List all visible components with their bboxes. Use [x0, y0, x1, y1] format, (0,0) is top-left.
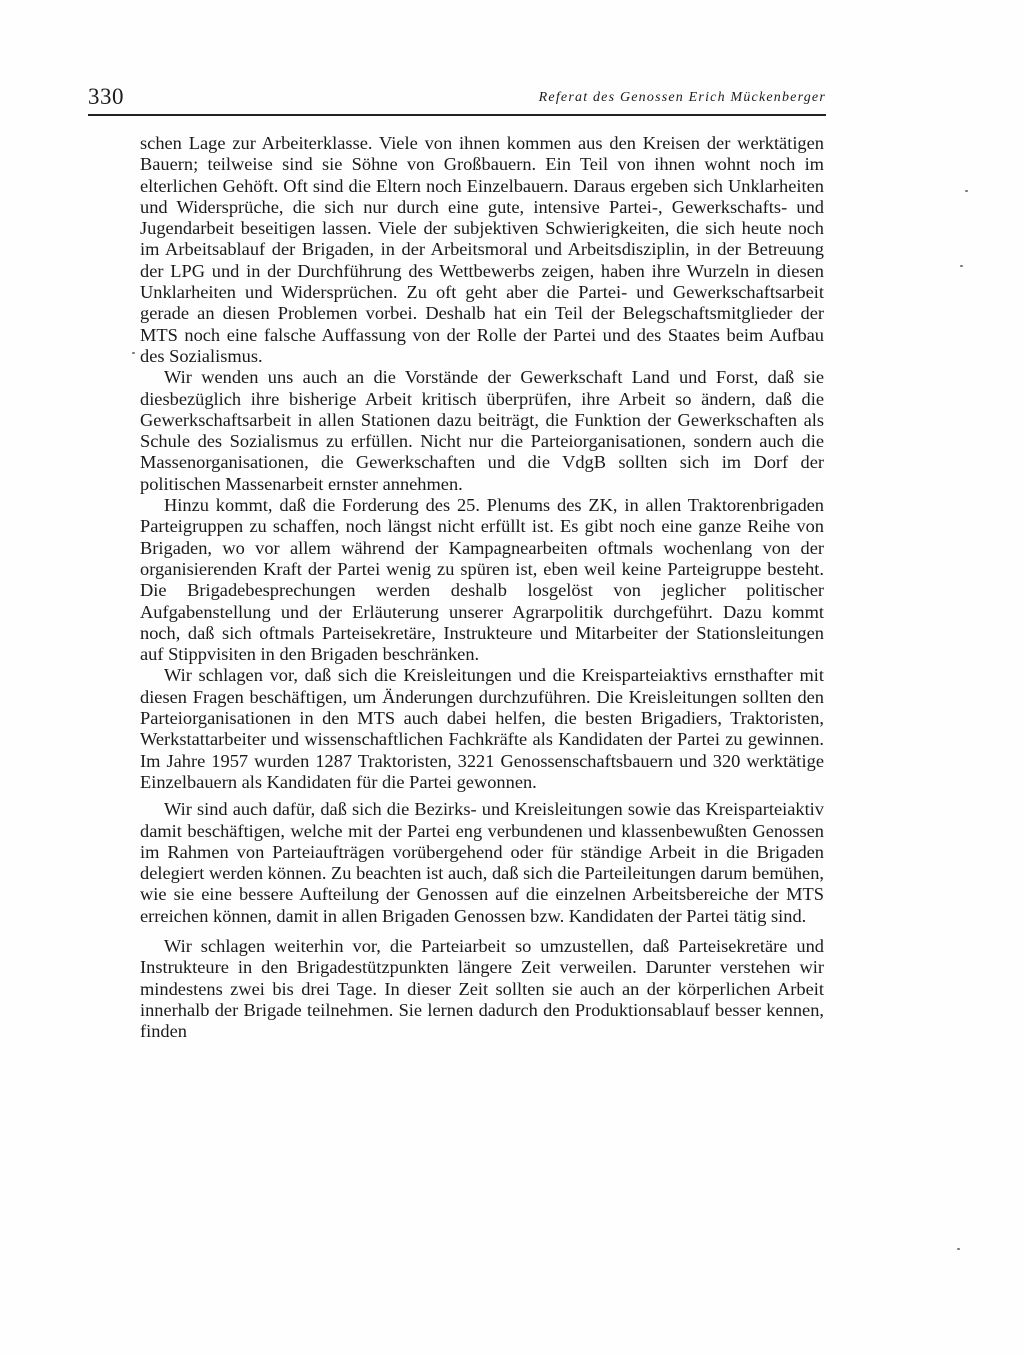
paragraph-5: Wir sind auch dafür, daß sich die Bezirks- und Kreisleitungen sowie das Kreisparteiaktiv damit beschäftigen, welche mit der Partei eng verbundenen und klassenbewußten Genossen im Rahmen von Parteiaufträgen vorübergehend oder für ständige Arbeit in die Brigaden delegiert werden können. Zu beachten ist auch, daß sich die Parteileitungen darum bemühen, wie sie eine bessere Aufteilung der Genossen auf die einzelnen Arbeitsbereiche der MTS erreichen können, damit in allen Brigaden Genossen bzw. Kandidaten der Partei tätig sind. — [140, 799, 824, 926]
scan-speck — [965, 190, 968, 192]
paragraph-1: schen Lage zur Arbeiterklasse. Viele von ihnen kommen aus den Kreisen der werktätigen Bauern; teilweise sind sie Söhne von Großbauern. Ein Teil von ihnen wohnt noch im elterlichen Gehöft. Oft sind die Eltern noch Einzelbauern. Daraus ergeben sich Unklarheiten und Widersprüche, die sich nur durch eine gute, intensive Partei-, Gewerkschafts- und Jugendarbeit beseitigen lassen. Viele der subjektiven Schwierigkeiten, die sich heute noch im Arbeitsablauf der Brigaden, in der Arbeitsmoral und Arbeitsdisziplin, in der Betreuung der LPG und in der Durchführung des Wettbewerbs zeigen, haben ihre Wurzeln in diesen Unklarheiten und Widersprüchen. Zu oft geht aber die Partei- und Gewerkschaftsarbeit gerade an diesen Problemen vorbei. Deshalb hat ein Teil der Belegschaftsmitglieder der MTS noch eine falsche Auffassung von der Rolle der Partei und des Staates beim Aufbau des Sozialismus. — [140, 133, 824, 366]
paragraph-2: Wir wenden uns auch an die Vorstände der Gewerkschaft Land und Forst, daß sie diesbezüglich ihre bisherige Arbeit kritisch überprüfen, ihre Arbeit so ändern, daß die Gewerkschaftsarbeit in allen Stationen dazu beiträgt, die Funktion der Gewerkschaften als Schule des Sozialismus zu erfüllen. Nicht nur die Parteiorganisationen, sondern auch die Massenorganisationen, die Gewerkschaften und die VdgB sollten sich im Dorf der politischen Massenarbeit ernster annehmen. — [140, 367, 824, 494]
scan-speck — [957, 1248, 960, 1250]
page-number: 330 — [88, 84, 124, 109]
paragraph-6: Wir schlagen weiterhin vor, die Parteiarbeit so umzustellen, daß Parteisekretäre und Instrukteure in den Brigadestützpunkten längere Zeit verweilen. Darunter verstehen wir mindestens zwei bis drei Tage. In dieser Zeit sollten sie auch an der körperlichen Arbeit innerhalb der Brigade teilnehmen. Sie lernen dadurch den Produktionsablauf besser kennen, finden — [140, 935, 824, 1042]
page-header — [88, 84, 826, 116]
running-head: Referat des Genossen Erich Mückenberger — [538, 90, 826, 105]
paragraph-4: Wir schlagen vor, daß sich die Kreisleitungen und die Kreisparteiaktivs ernsthafter mit diesen Fragen beschäftigen, um Änderungen durchzuführen. Die Kreisleitungen sollten den Parteiorganisationen in den MTS auch dabei helfen, die besten Brigadiers, Traktoristen, Werkstattarbeiter und wissenschaftlichen Fachkräfte als Kandidaten der Partei zu gewinnen. Im Jahre 1957 wurden 1287 Traktoristen, 3221 Genossenschaftsbauern und 320 werktätige Einzelbauern als Kandidaten für die Partei gewonnen. — [140, 665, 824, 792]
paragraph-3: Hinzu kommt, daß die Forderung des 25. Plenums des ZK, in allen Traktorenbrigaden Parteigruppen zu schaffen, noch längst nicht erfüllt ist. Es gibt noch eine ganze Reihe von Brigaden, wo vor allem während der Kampagnearbeiten oftmals wochenlang von der organisierenden Kraft der Partei wenig zu spüren ist, eben weil keine Parteigruppe besteht. Die Brigadebesprechungen werden deshalb losgelöst von jeglicher politischer Aufgabenstellung und der Erläuterung unserer Agrarpolitik durchgeführt. Dazu kommt noch, daß sich oftmals Parteisekretäre, Instrukteure und Mitarbeiter der Stationsleitungen auf Stippvisiten in den Brigaden beschränken. — [140, 495, 824, 665]
scan-speck — [132, 352, 135, 354]
body-text — [140, 133, 824, 1042]
scan-speck — [960, 265, 963, 267]
